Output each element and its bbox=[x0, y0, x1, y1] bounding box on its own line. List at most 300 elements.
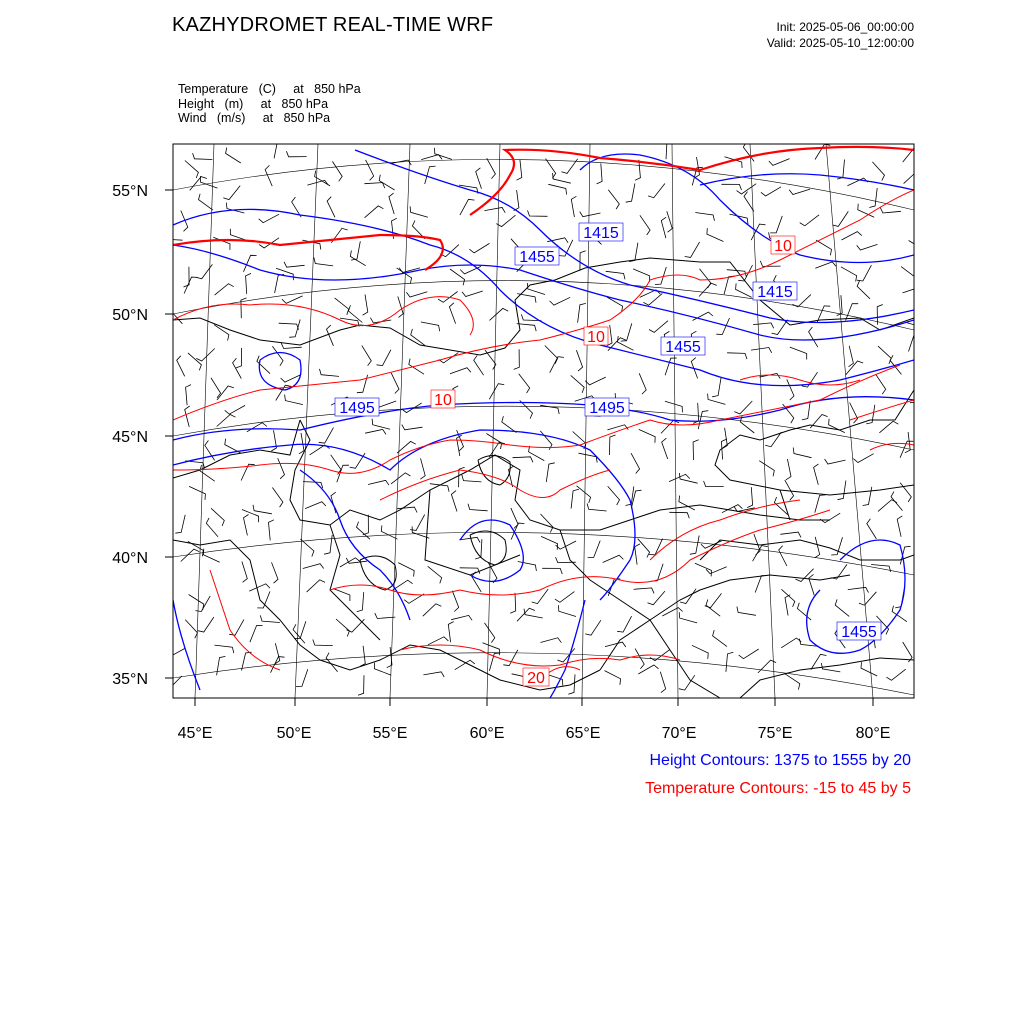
wind-barb bbox=[514, 190, 519, 211]
wind-barb bbox=[859, 592, 877, 605]
temperature-label bbox=[584, 327, 608, 346]
wind-barb bbox=[357, 375, 368, 393]
temperature-label bbox=[771, 236, 795, 255]
wind-barb bbox=[368, 480, 389, 485]
wind-barb bbox=[603, 555, 624, 562]
wind-barb bbox=[314, 258, 333, 266]
wind-barb bbox=[451, 615, 472, 620]
wind-barb bbox=[299, 433, 304, 454]
wind-barb bbox=[546, 463, 555, 482]
wind-barb bbox=[486, 434, 501, 450]
wind-barb bbox=[215, 284, 234, 295]
wind-barb bbox=[475, 539, 482, 559]
wind-barb bbox=[786, 459, 791, 480]
lat-label: 35°N bbox=[112, 671, 148, 688]
wind-barb bbox=[421, 322, 440, 331]
wind-barb bbox=[320, 369, 340, 377]
wind-barb bbox=[451, 491, 457, 512]
wind-barb bbox=[374, 663, 391, 676]
wind-barb bbox=[576, 350, 582, 371]
wind-barb bbox=[519, 374, 530, 393]
height-label bbox=[335, 398, 379, 417]
wind-barb bbox=[649, 321, 668, 333]
wind-barb bbox=[462, 291, 483, 297]
wind-barb bbox=[546, 159, 556, 179]
wind-barb bbox=[185, 406, 190, 427]
wind-barb bbox=[185, 461, 205, 469]
wind-barb bbox=[867, 519, 877, 539]
wind-barb bbox=[358, 675, 364, 695]
temperature-contours bbox=[173, 147, 914, 680]
wind-barb bbox=[820, 513, 840, 523]
wind-barb bbox=[809, 327, 818, 347]
lon-label: 60°E bbox=[469, 725, 505, 742]
lon-label: 45°E bbox=[177, 725, 213, 742]
wind-barb bbox=[541, 514, 553, 533]
wind-barb bbox=[423, 672, 444, 677]
lon-axis bbox=[178, 725, 891, 742]
wind-barb bbox=[648, 591, 665, 605]
wind-barb bbox=[206, 518, 218, 537]
wind-barb bbox=[734, 401, 752, 414]
svg-text:1455: 1455 bbox=[665, 339, 701, 356]
wind-barb bbox=[909, 241, 925, 256]
wind-barb bbox=[541, 638, 562, 643]
height-label bbox=[515, 247, 559, 266]
wind-barb bbox=[377, 350, 391, 366]
wind-barb bbox=[816, 240, 831, 255]
svg-text:10: 10 bbox=[774, 238, 792, 255]
wind-barb bbox=[737, 607, 756, 616]
wind-barb bbox=[289, 320, 300, 338]
wind-barb bbox=[693, 440, 699, 460]
wind-barb bbox=[661, 420, 679, 433]
wind-barb bbox=[910, 401, 931, 406]
wind-barb bbox=[713, 630, 727, 647]
wind-barb bbox=[815, 262, 836, 268]
wind-barb bbox=[747, 487, 752, 508]
wind-barb bbox=[246, 273, 251, 294]
wind-barb bbox=[496, 215, 515, 226]
wind-barb bbox=[639, 373, 646, 394]
wind-barb bbox=[648, 184, 665, 198]
wind-barb bbox=[233, 358, 242, 378]
wind-barb bbox=[275, 274, 285, 293]
field-wind: Wind (m/s) at 850 hPa bbox=[178, 111, 331, 125]
wind-barb bbox=[452, 591, 458, 612]
wind-barb bbox=[335, 298, 349, 315]
lat-label: 45°N bbox=[112, 429, 148, 446]
wind-barb bbox=[606, 271, 625, 279]
wind-barbs bbox=[163, 139, 931, 695]
wind-barb bbox=[448, 622, 453, 643]
wind-barb bbox=[869, 188, 877, 207]
wind-barb bbox=[257, 591, 270, 608]
wind-barb bbox=[319, 428, 334, 444]
wind-barb bbox=[876, 374, 886, 394]
wind-barb bbox=[474, 355, 484, 375]
wind-barb bbox=[853, 454, 873, 463]
wind-barb bbox=[285, 395, 303, 405]
wind-barb bbox=[692, 645, 708, 659]
graticule bbox=[173, 144, 914, 698]
wind-barb bbox=[662, 438, 668, 459]
wind-barb bbox=[556, 557, 576, 563]
wind-barb bbox=[635, 649, 644, 669]
wind-barb bbox=[165, 648, 185, 657]
wind-barb bbox=[184, 277, 197, 293]
wind-barb bbox=[457, 435, 462, 456]
wind-barb bbox=[550, 357, 564, 373]
wind-barb bbox=[690, 536, 699, 555]
wind-barb bbox=[175, 515, 185, 533]
wind-barb bbox=[455, 660, 475, 670]
wind-barb bbox=[617, 616, 631, 632]
height-label bbox=[661, 337, 705, 356]
wind-barb bbox=[275, 643, 280, 664]
height-label bbox=[753, 282, 797, 301]
wind-barb bbox=[695, 563, 712, 576]
wind-barb bbox=[643, 293, 662, 305]
wind-barb bbox=[793, 448, 811, 458]
wind-barb bbox=[780, 532, 801, 537]
lon-label: 65°E bbox=[565, 725, 601, 742]
wind-barb bbox=[372, 419, 390, 430]
wind-barb bbox=[829, 419, 845, 433]
wind-barb bbox=[759, 373, 780, 378]
wind-barb bbox=[892, 606, 907, 622]
wind-barb bbox=[878, 346, 891, 364]
wind-barb bbox=[755, 576, 767, 593]
wind-barb bbox=[781, 589, 794, 607]
wind-barb bbox=[693, 403, 699, 424]
wind-barb bbox=[761, 187, 781, 196]
wind-barb bbox=[200, 176, 217, 188]
wind-barb bbox=[357, 592, 364, 612]
wind-barb bbox=[411, 329, 425, 346]
wind-barb bbox=[489, 384, 504, 400]
wind-barb bbox=[282, 296, 303, 304]
wind-barb bbox=[177, 356, 185, 377]
wind-barb bbox=[244, 255, 257, 271]
svg-text:10: 10 bbox=[587, 329, 605, 346]
wind-barb bbox=[517, 160, 522, 181]
wind-barb bbox=[272, 562, 279, 583]
wind-barb bbox=[362, 346, 372, 366]
wind-barb bbox=[300, 539, 314, 557]
wind-barb bbox=[878, 500, 897, 512]
lon-label: 50°E bbox=[276, 725, 312, 742]
wind-barb bbox=[571, 375, 585, 393]
wind-barb bbox=[739, 649, 759, 659]
wind-barb bbox=[879, 421, 898, 433]
wind-barb bbox=[825, 459, 846, 464]
wind-barb bbox=[397, 441, 416, 453]
lat-label: 50°N bbox=[112, 307, 148, 324]
wind-barb bbox=[185, 620, 197, 639]
wind-barb bbox=[364, 183, 384, 189]
svg-text:1455: 1455 bbox=[519, 249, 555, 266]
wind-barb bbox=[490, 308, 509, 320]
wind-barb bbox=[548, 184, 566, 194]
wind-barb bbox=[557, 648, 574, 662]
wind-barb bbox=[772, 320, 788, 335]
wind-barb bbox=[726, 652, 733, 672]
wind-barb bbox=[578, 303, 586, 322]
wind-barb bbox=[634, 588, 655, 594]
wind-barb bbox=[420, 458, 425, 479]
wind-barb bbox=[211, 508, 224, 526]
wind-barb bbox=[685, 242, 700, 258]
wind-barb bbox=[800, 215, 819, 226]
wind-barb bbox=[460, 266, 481, 274]
wind-barb bbox=[485, 623, 495, 643]
wind-barb bbox=[880, 208, 901, 213]
wind-barb bbox=[871, 565, 891, 572]
wind-barb bbox=[698, 411, 708, 429]
wind-barb bbox=[513, 457, 533, 463]
wind-barb bbox=[230, 229, 247, 241]
wind-barb bbox=[225, 405, 245, 414]
wind-barb bbox=[699, 283, 717, 296]
wind-barb bbox=[274, 140, 283, 159]
wind-barb bbox=[609, 435, 615, 455]
lon-label: 70°E bbox=[661, 725, 697, 742]
wind-barb bbox=[863, 487, 872, 506]
wind-barb bbox=[638, 665, 658, 674]
height-label bbox=[837, 622, 881, 641]
svg-text:10: 10 bbox=[434, 392, 452, 409]
wind-barb bbox=[706, 600, 720, 617]
wind-barb bbox=[217, 415, 236, 427]
wind-barb bbox=[459, 537, 480, 542]
wind-barb bbox=[734, 506, 755, 511]
wind-barb bbox=[679, 675, 695, 690]
wind-barb bbox=[193, 153, 213, 159]
wind-barb bbox=[244, 515, 249, 536]
wind-barb bbox=[428, 566, 442, 583]
lat-axis bbox=[112, 183, 148, 688]
wind-barb bbox=[336, 619, 349, 637]
wind-barb bbox=[707, 228, 724, 241]
wind-barb bbox=[629, 243, 638, 262]
wind-barb bbox=[391, 373, 399, 394]
wind-barb bbox=[815, 495, 826, 513]
wind-barb bbox=[430, 484, 449, 492]
wind-barb bbox=[272, 488, 283, 508]
lon-label: 55°E bbox=[372, 725, 408, 742]
wind-barb bbox=[846, 361, 863, 375]
wind-barb bbox=[510, 593, 516, 613]
wind-barb bbox=[215, 645, 234, 653]
wind-barb bbox=[605, 671, 621, 685]
wind-barb bbox=[360, 646, 365, 667]
wind-barb bbox=[872, 162, 884, 181]
wind-barb bbox=[821, 663, 840, 672]
wind-barb bbox=[327, 325, 334, 346]
lon-label: 80°E bbox=[855, 725, 891, 742]
wind-barb bbox=[789, 189, 810, 194]
wind-barb bbox=[272, 346, 283, 366]
wind-barb bbox=[633, 269, 650, 282]
wind-barb bbox=[580, 212, 601, 217]
wind-barb bbox=[907, 323, 925, 334]
wind-barb bbox=[236, 348, 242, 368]
wind-barb bbox=[779, 546, 787, 566]
wind-barb bbox=[587, 504, 607, 512]
wind-barb bbox=[189, 595, 204, 611]
wind-barb bbox=[790, 347, 807, 359]
wind-barb bbox=[785, 674, 800, 690]
wind-barb bbox=[832, 211, 848, 226]
wind-barb bbox=[721, 439, 727, 460]
wind-barb bbox=[857, 265, 872, 281]
wind-barb bbox=[787, 379, 794, 400]
wind-barb bbox=[559, 605, 577, 616]
wind-barb bbox=[905, 432, 910, 453]
wind-barb bbox=[363, 294, 368, 315]
wind-barb bbox=[402, 425, 423, 430]
wind-barb bbox=[588, 541, 601, 558]
wind-barb bbox=[528, 210, 548, 216]
wind-barb bbox=[188, 353, 202, 371]
wind-barb bbox=[271, 430, 276, 451]
wind-barb bbox=[585, 377, 606, 385]
wind-barb bbox=[185, 161, 199, 179]
wind-barb bbox=[279, 323, 299, 330]
wind-barb bbox=[425, 166, 436, 184]
lat-label: 40°N bbox=[112, 550, 148, 567]
wind-barb bbox=[468, 504, 488, 511]
wind-barb bbox=[608, 486, 620, 505]
wind-barb bbox=[259, 214, 279, 223]
wind-barb bbox=[649, 539, 663, 555]
wind-barb bbox=[449, 303, 455, 324]
wind-barb bbox=[324, 535, 332, 554]
tick-marks bbox=[165, 190, 873, 706]
wind-barb bbox=[542, 568, 562, 574]
wind-barb bbox=[559, 240, 573, 256]
wind-barb bbox=[837, 160, 844, 180]
wind-barb bbox=[635, 544, 640, 565]
wind-barb bbox=[661, 217, 666, 238]
temperature-labels bbox=[431, 236, 795, 687]
map-title: KAZHYDROMET REAL-TIME WRF bbox=[172, 14, 494, 36]
wind-barb bbox=[381, 525, 397, 539]
wind-barb bbox=[286, 151, 306, 157]
wind-barb bbox=[770, 216, 782, 233]
wind-barb bbox=[571, 196, 576, 217]
wind-barb bbox=[462, 475, 482, 482]
wind-barb bbox=[857, 244, 878, 250]
wind-barb bbox=[375, 613, 396, 618]
temperature-label bbox=[523, 668, 549, 687]
wind-barb bbox=[397, 268, 412, 284]
wind-barb bbox=[608, 190, 619, 209]
lon-label: 75°E bbox=[757, 725, 793, 742]
field-height: Height (m) at 850 hPa bbox=[178, 96, 329, 111]
wind-barb bbox=[363, 515, 369, 535]
wind-barb bbox=[350, 453, 366, 468]
wind-barb bbox=[585, 620, 601, 635]
wind-barb bbox=[841, 267, 857, 282]
wind-barb bbox=[904, 171, 923, 183]
wind-barb bbox=[398, 297, 403, 318]
lat-label: 55°N bbox=[112, 183, 148, 200]
wind-barb bbox=[296, 669, 308, 686]
wind-barb bbox=[305, 502, 326, 509]
wind-barb bbox=[269, 520, 274, 541]
wind-barb bbox=[753, 546, 768, 562]
wind-barb bbox=[487, 158, 496, 178]
init-time: Init: 2025-05-06_00:00:00 bbox=[776, 20, 914, 34]
wind-barb bbox=[638, 539, 650, 558]
wind-barb bbox=[294, 621, 306, 638]
wind-barb bbox=[389, 193, 394, 214]
wind-barb bbox=[217, 656, 226, 675]
svg-text:1495: 1495 bbox=[339, 400, 375, 417]
wind-barb bbox=[736, 283, 752, 297]
wind-barb bbox=[189, 486, 205, 500]
wind-barb bbox=[391, 473, 410, 484]
wind-barb bbox=[858, 204, 874, 218]
wind-barb bbox=[679, 473, 697, 483]
wind-barb bbox=[781, 638, 801, 648]
wind-barb bbox=[223, 186, 240, 200]
wind-barb bbox=[751, 348, 772, 353]
wind-barb bbox=[211, 378, 221, 398]
wind-barb bbox=[200, 465, 215, 481]
svg-text:1415: 1415 bbox=[757, 284, 793, 301]
wind-barb bbox=[253, 505, 272, 514]
height-legend: Height Contours: 1375 to 1555 by 20 bbox=[649, 752, 911, 769]
wind-barb bbox=[303, 564, 324, 569]
wind-barb bbox=[704, 481, 724, 487]
wind-barb bbox=[332, 161, 342, 181]
wind-barb bbox=[293, 624, 305, 643]
wind-barb bbox=[640, 215, 650, 235]
country-borders bbox=[173, 258, 914, 698]
wind-barb bbox=[198, 617, 214, 632]
wind-barb bbox=[639, 429, 655, 442]
wind-barb bbox=[669, 512, 689, 518]
wind-barb bbox=[555, 592, 575, 603]
wind-barb bbox=[333, 589, 350, 602]
wind-barb bbox=[577, 486, 591, 503]
wind-barb bbox=[740, 416, 754, 433]
wind-barb bbox=[631, 453, 640, 473]
wind-barb bbox=[249, 584, 270, 591]
wind-barb bbox=[809, 574, 814, 595]
wind-barb bbox=[541, 536, 558, 549]
svg-text:1455: 1455 bbox=[841, 624, 877, 641]
wind-barb bbox=[785, 595, 790, 616]
wind-barb bbox=[712, 378, 721, 397]
wind-barb bbox=[410, 206, 428, 217]
wind-barb bbox=[679, 612, 697, 623]
wind-barb bbox=[814, 464, 819, 485]
height-label bbox=[585, 398, 629, 417]
wind-barb bbox=[891, 492, 903, 511]
wind-barb bbox=[665, 358, 677, 375]
wind-barb bbox=[660, 672, 665, 693]
wind-barb bbox=[886, 669, 905, 680]
wind-barb bbox=[724, 276, 735, 294]
svg-text:1415: 1415 bbox=[583, 225, 619, 242]
wind-barb bbox=[838, 481, 846, 500]
wind-barb bbox=[665, 401, 683, 412]
wind-barb bbox=[849, 346, 854, 367]
